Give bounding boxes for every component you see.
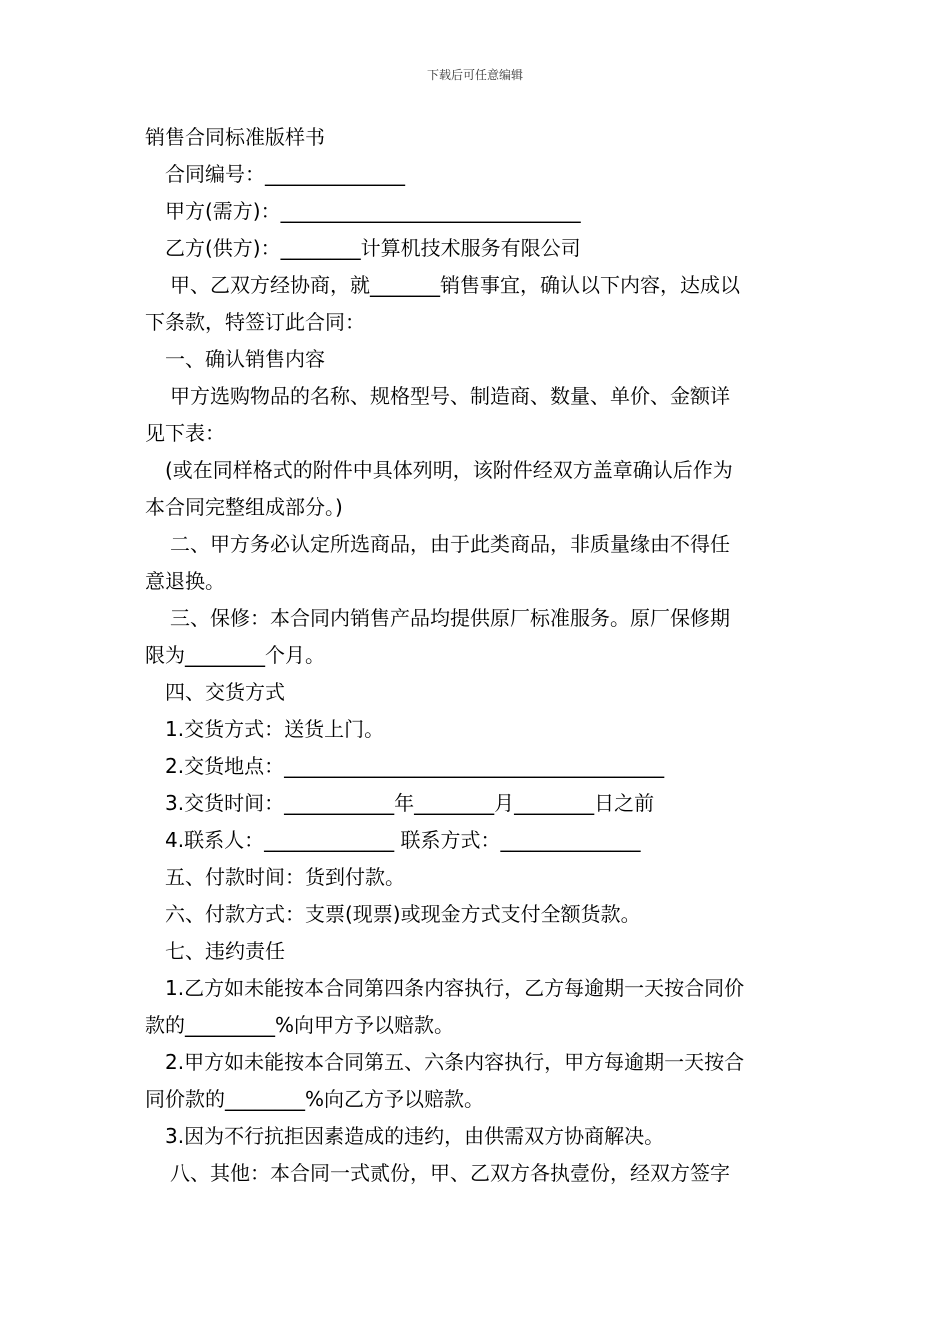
paragraph-line: 本合同完整组成部分。) — [145, 495, 343, 519]
list-item: 1.交货方式：送货上门。 — [165, 717, 385, 741]
paragraph-line: 甲方选购物品的名称、规格型号、制造商、数量、单价、金额详 — [170, 384, 730, 408]
section-heading: 七、违约责任 — [165, 939, 285, 963]
paragraph-line: (或在同样格式的附件中具体列明，该附件经双方盖章确认后作为 — [165, 458, 733, 482]
section-heading: 一、确认销售内容 — [165, 347, 325, 371]
paragraph-line: 甲、乙双方经协商，就_______销售事宜，确认以下内容，达成以 — [170, 273, 740, 297]
list-item: 2.甲方如未能按本合同第五、六条内容执行，甲方每逾期一天按合 — [165, 1050, 745, 1074]
paragraph-line: 见下表： — [145, 421, 225, 445]
section-heading: 六、付款方式：支票(现票)或现金方式支付全额货款。 — [165, 902, 641, 926]
page-header: 下载后可任意编辑 — [426, 68, 523, 82]
party-b-line: 乙方(供方)：________计算机技术服务有限公司 — [165, 236, 581, 260]
paragraph-line: 同价款的________%向乙方予以赔款。 — [145, 1087, 485, 1111]
document-title: 销售合同标准版样书 — [145, 125, 325, 149]
contract-number-line: 合同编号：______________ — [165, 162, 405, 186]
list-item: 2.交货地点：______________________________________ — [165, 754, 665, 778]
list-item: 3.因为不行抗拒因素造成的违约，由供需双方协商解决。 — [165, 1124, 665, 1148]
paragraph-line: 八、其他：本合同一式贰份，甲、乙双方各执壹份，经双方签字 — [170, 1161, 730, 1185]
list-item: 3.交货时间：___________年________月________日之前 — [165, 791, 655, 815]
section-heading: 四、交货方式 — [165, 680, 285, 704]
list-item: 4.联系人：_____________ 联系方式：______________ — [165, 828, 641, 852]
paragraph-line: 款的_________%向甲方予以赔款。 — [145, 1013, 455, 1037]
list-item: 1.乙方如未能按本合同第四条内容执行，乙方每逾期一天按合同价 — [165, 976, 745, 1000]
section-heading: 五、付款时间：货到付款。 — [165, 865, 405, 889]
paragraph-line: 限为________个月。 — [145, 643, 325, 667]
paragraph-line: 下条款，特签订此合同： — [145, 310, 365, 334]
paragraph-line: 二、甲方务必认定所选商品，由于此类商品，非质量缘由不得任 — [170, 532, 730, 556]
paragraph-line: 三、保修：本合同内销售产品均提供原厂标准服务。原厂保修期 — [170, 606, 730, 630]
paragraph-line: 意退换。 — [145, 569, 225, 593]
party-a-line: 甲方(需方)：______________________________ — [165, 199, 581, 223]
contract-document — [145, 119, 810, 1192]
